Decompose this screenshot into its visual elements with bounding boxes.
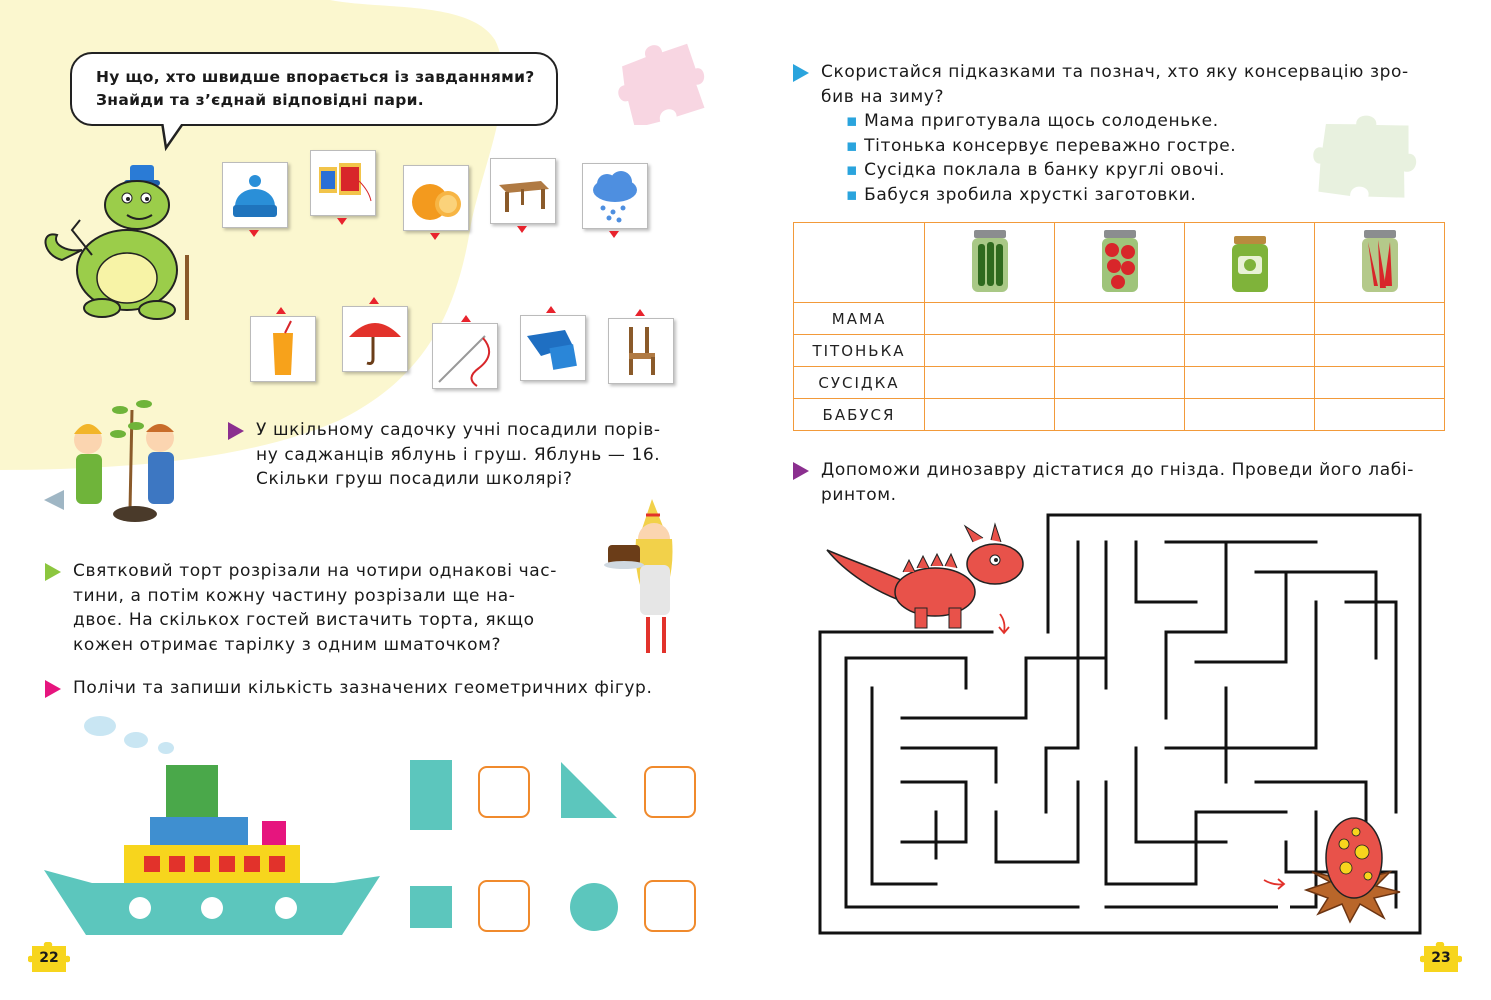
picture-card-umbrella[interactable]	[342, 306, 408, 372]
scarf-icon	[521, 316, 585, 380]
answer-cell[interactable]	[925, 335, 1055, 367]
answer-box-squares[interactable]	[478, 880, 530, 932]
task-maze-line-2: ринтом.	[821, 484, 897, 505]
hint-item: ▪ Бабуся зробила хрусткі заготовки.	[846, 184, 1197, 205]
task-trees	[256, 418, 696, 492]
maze-finish-arrow-icon	[1262, 876, 1288, 890]
hint-text: Тітонька консервує переважно гостре.	[864, 135, 1237, 156]
answer-cell[interactable]	[1315, 367, 1445, 399]
page-number-right: 23	[1431, 950, 1451, 966]
task-preserves-line-2: бив на зиму?	[821, 86, 945, 107]
answer-cell[interactable]	[1315, 399, 1445, 431]
answer-box-rectangles[interactable]	[478, 766, 530, 818]
needle-icon	[433, 324, 497, 388]
table-icon	[491, 159, 555, 223]
task-preserves-line-1: Скористайся підказками та познач, хто яку консервацію зро-	[821, 62, 1409, 82]
answer-cell[interactable]	[1055, 303, 1185, 335]
juice-glass-icon	[251, 317, 315, 381]
picture-card-chair[interactable]	[608, 318, 674, 384]
hint-text: Мама приготувала щось солоденьке.	[864, 111, 1219, 131]
answer-cell[interactable]	[1055, 367, 1185, 399]
picture-card-needle[interactable]	[432, 323, 498, 389]
chair-icon	[609, 319, 673, 383]
table-row	[794, 399, 1445, 431]
speech-line-1: Ну що, хто швидше впорається із завданнями?	[96, 68, 535, 86]
page-number-left: 22	[39, 950, 59, 966]
task-trees-line-2: ну саджанців яблунь і груш. Яблунь — 16.	[256, 444, 661, 465]
table-row	[794, 335, 1445, 367]
girl-with-cake-illustration	[604, 495, 694, 660]
task-trees-line-3: Скільки груш посадили школярі?	[256, 469, 573, 489]
pink-puzzle-decoration	[615, 35, 705, 125]
rain-cloud-icon	[583, 164, 647, 228]
speech-line-2: Знайди та з’єднай відповідні пари.	[96, 91, 424, 109]
thread-spool-icon	[311, 151, 375, 215]
task-cake-line-1: Святковий торт розрізали на чотири однакові час-	[73, 561, 557, 581]
table-jar-cell	[1315, 223, 1445, 303]
orange-icon	[404, 166, 468, 230]
answer-cell[interactable]	[1315, 335, 1445, 367]
picture-card-thread[interactable]	[310, 150, 376, 216]
tomato-jar-icon	[1100, 228, 1140, 294]
row-label: МАМА	[794, 303, 925, 335]
row-label: СУСІДКА	[794, 367, 925, 399]
table-row	[794, 367, 1445, 399]
answer-cell[interactable]	[1185, 399, 1315, 431]
dinosaur-mascot-icon	[42, 160, 197, 325]
answer-cell[interactable]	[1315, 303, 1445, 335]
cucumber-jar-icon	[970, 228, 1010, 294]
answer-cell[interactable]	[1185, 303, 1315, 335]
answer-cell[interactable]	[1185, 367, 1315, 399]
hint-item: ▪ Мама приготувала щось солоденьке.	[846, 111, 1219, 131]
answer-box-triangles[interactable]	[644, 766, 696, 818]
page-number-badge-left	[28, 942, 70, 976]
answer-cell[interactable]	[1055, 335, 1185, 367]
picture-card-rain-cloud[interactable]	[582, 163, 648, 229]
task-shapes: Полічи та запиши кількість зазначених геометричних фігур.	[73, 678, 653, 698]
page-number-badge-right	[1420, 942, 1462, 976]
task-arrow-green	[45, 563, 61, 581]
row-label: БАБУСЯ	[794, 399, 925, 431]
task-arrow-blue	[793, 64, 809, 82]
task-arrow-pink	[45, 680, 61, 698]
task-preserves	[821, 60, 1446, 109]
triangle-shape-sample	[561, 762, 617, 818]
table-header-row	[794, 223, 1445, 303]
task-cake	[73, 559, 566, 657]
hint-item: ▪ Тітонька консервує переважно гостре.	[846, 135, 1237, 156]
umbrella-icon	[343, 307, 407, 371]
picture-card-orange[interactable]	[403, 165, 469, 231]
task-cake-line-2: тини, а потім кожну частину розрізали ще на-	[73, 585, 516, 606]
answer-box-circles[interactable]	[644, 880, 696, 932]
answer-cell[interactable]	[925, 303, 1055, 335]
task-arrow-purple	[793, 462, 809, 480]
square-shape-sample	[410, 886, 452, 928]
speech-bubble	[70, 52, 558, 126]
task-trees-line-1: У шкільному садочку учні посадили порів-	[256, 420, 661, 440]
answer-cell[interactable]	[925, 399, 1055, 431]
task-cake-line-4: кожен отримає тарілку з одним шматочком?	[73, 634, 502, 655]
picture-card-scarf[interactable]	[520, 315, 586, 381]
hint-text: Сусідка поклала в банку круглі овочі.	[864, 160, 1226, 180]
speech-bubble-tail	[160, 122, 190, 152]
geometric-ship-picture	[42, 710, 382, 940]
nest-with-egg-icon	[1300, 810, 1405, 925]
answer-cell[interactable]	[1185, 335, 1315, 367]
hint-list	[846, 109, 1366, 207]
preserves-table	[793, 222, 1445, 431]
hint-text: Бабуся зробила хрусткі заготовки.	[864, 184, 1197, 205]
circle-shape-sample	[570, 883, 618, 931]
pepper-jar-icon	[1360, 228, 1400, 294]
table-row	[794, 303, 1445, 335]
rectangle-shape-sample	[410, 760, 452, 830]
task-arrow-purple	[228, 422, 244, 440]
table-jar-cell	[1185, 223, 1315, 303]
table-jar-cell	[925, 223, 1055, 303]
picture-card-table[interactable]	[490, 158, 556, 224]
peas-jar-icon	[1230, 228, 1270, 294]
task-cake-line-3: двоє. На скількох гостей вистачить торта, якщо	[73, 610, 535, 630]
answer-cell[interactable]	[1055, 399, 1185, 431]
task-maze	[821, 458, 1446, 507]
table-jar-cell	[1055, 223, 1185, 303]
hint-item: ▪ Сусідка поклала в банку круглі овочі.	[846, 160, 1226, 180]
kids-planting-tree-illustration	[40, 390, 210, 530]
hat-icon	[223, 163, 287, 227]
picture-card-hat[interactable]	[222, 162, 288, 228]
task-maze-line-1: Допоможи динозавру дістатися до гнізда. Проведи його лабі-	[821, 460, 1414, 480]
picture-card-juice[interactable]	[250, 316, 316, 382]
table-corner-cell	[794, 223, 925, 303]
row-label: ТІТОНЬКА	[794, 335, 925, 367]
answer-cell[interactable]	[925, 367, 1055, 399]
